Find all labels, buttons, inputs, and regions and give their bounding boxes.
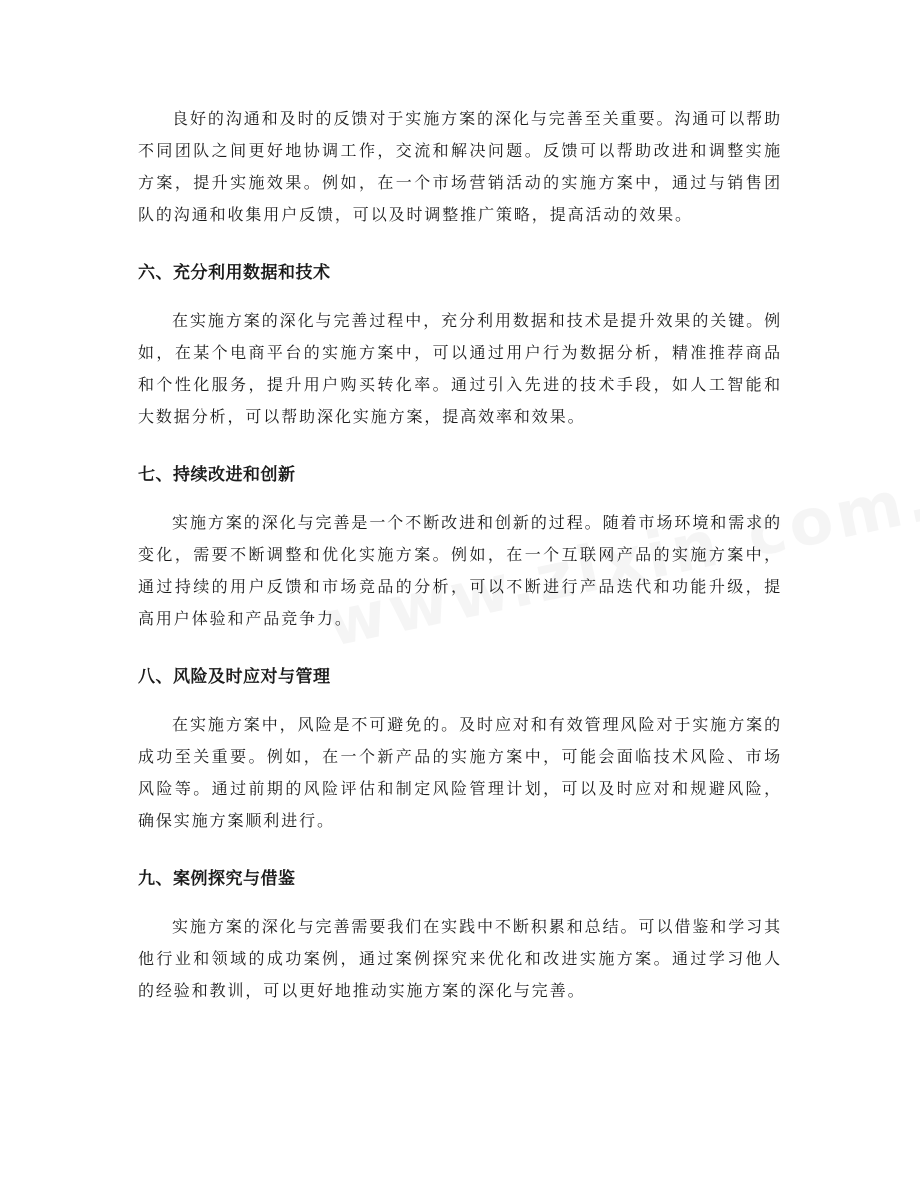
section-paragraph-6: 在实施方案的深化与完善过程中，充分利用数据和技术是提升效果的关键。例如，在某个电商平台的实施方案中，可以通过用户行为数据分析，精准推荐商品和个性化服务，提升用户购买转化率。通过引入先进的技术手段，如人工智能和大数据分析，可以帮助深化实施方案，提高效率和效果。 — [138, 311, 782, 426]
section-paragraph-7: 实施方案的深化与完善是一个不断改进和创新的过程。随着市场环境和需求的变化，需要不断调整和优化实施方案。例如，在一个互联网产品的实施方案中，通过持续的用户反馈和市场竞品的分析，可以不断进行产品迭代和功能升级，提高用户体验和产品竞争力。 — [138, 513, 782, 628]
section-heading-8: 八、风险及时应对与管理 — [138, 667, 331, 687]
section-paragraph-9: 实施方案的深化与完善需要我们在实践中不断积累和总结。可以借鉴和学习其他行业和领域的成功案例，通过案例探究来优化和改进实施方案。通过学习他人的经验和教训，可以更好地推动实施方案的深化与完善。 — [138, 917, 782, 1000]
section-paragraph-8: 在实施方案中，风险是不可避免的。及时应对和有效管理风险对于实施方案的成功至关重要。例如，在一个新产品的实施方案中，可能会面临技术风险、市场风险等。通过前期的风险评估和制定风险管理计划，可以及时应对和规避风险，确保实施方案顺利进行。 — [138, 715, 782, 830]
intro-paragraph: 良好的沟通和及时的反馈对于实施方案的深化与完善至关重要。沟通可以帮助不同团队之间更好地协调工作，交流和解决问题。反馈可以帮助改进和调整实施方案，提升实施效果。例如，在一个市场营销活动的实施方案中，通过与销售团队的沟通和收集用户反馈，可以及时调整推广策略，提高活动的效果。 — [138, 109, 782, 224]
section-heading-9: 九、案例探究与借鉴 — [138, 869, 296, 889]
section-heading-6: 六、充分利用数据和技术 — [138, 263, 331, 283]
section-heading-7: 七、持续改进和创新 — [138, 465, 296, 485]
